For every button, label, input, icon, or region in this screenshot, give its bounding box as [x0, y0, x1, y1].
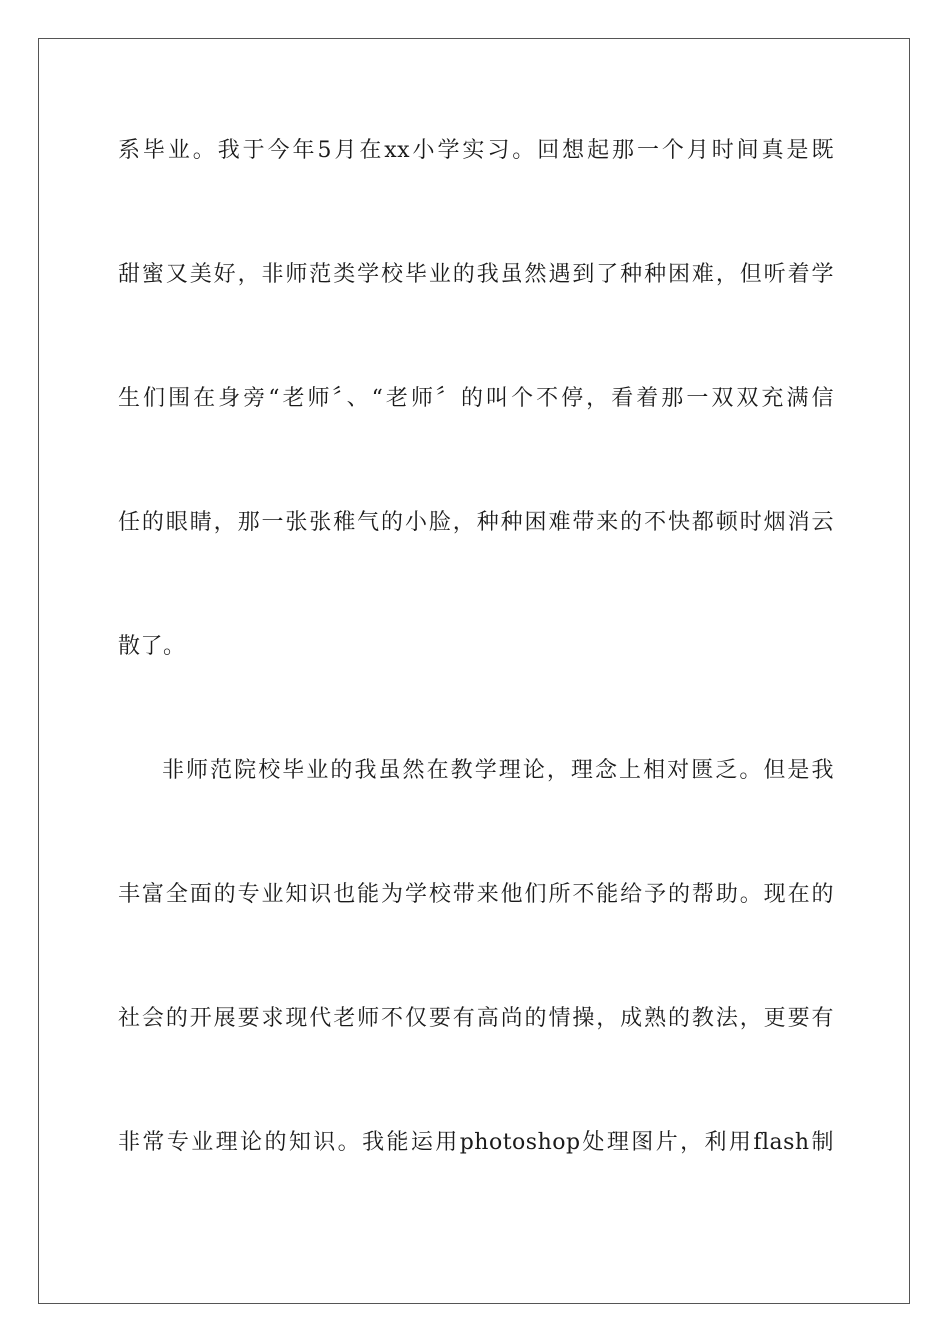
text-line-1: 系毕业。我于今年5月在xx小学实习。回想起那一个月时间真是既 — [118, 138, 834, 163]
text-line-9: 非常专业理论的知识。我能运用photoshop处理图片，利用flash制 — [118, 1130, 834, 1155]
text-line-5: 散了。 — [118, 634, 186, 659]
page-border — [38, 38, 910, 1304]
text-line-3: 生们围在身旁“老师〞、“老师〞的叫个不停，看着那一双双充满信 — [118, 386, 834, 411]
text-line-6: 非师范院校毕业的我虽然在教学理论，理念上相对匮乏。但是我 — [162, 758, 834, 783]
text-line-4: 任的眼睛，那一张张稚气的小脸，种种困难带来的不快都顿时烟消云 — [118, 510, 834, 535]
text-line-7: 丰富全面的专业知识也能为学校带来他们所不能给予的帮助。现在的 — [118, 882, 834, 907]
text-line-2: 甜蜜又美好，非师范类学校毕业的我虽然遇到了种种困难，但听着学 — [118, 262, 834, 287]
text-line-8: 社会的开展要求现代老师不仅要有高尚的情操，成熟的教法，更要有 — [118, 1006, 834, 1031]
